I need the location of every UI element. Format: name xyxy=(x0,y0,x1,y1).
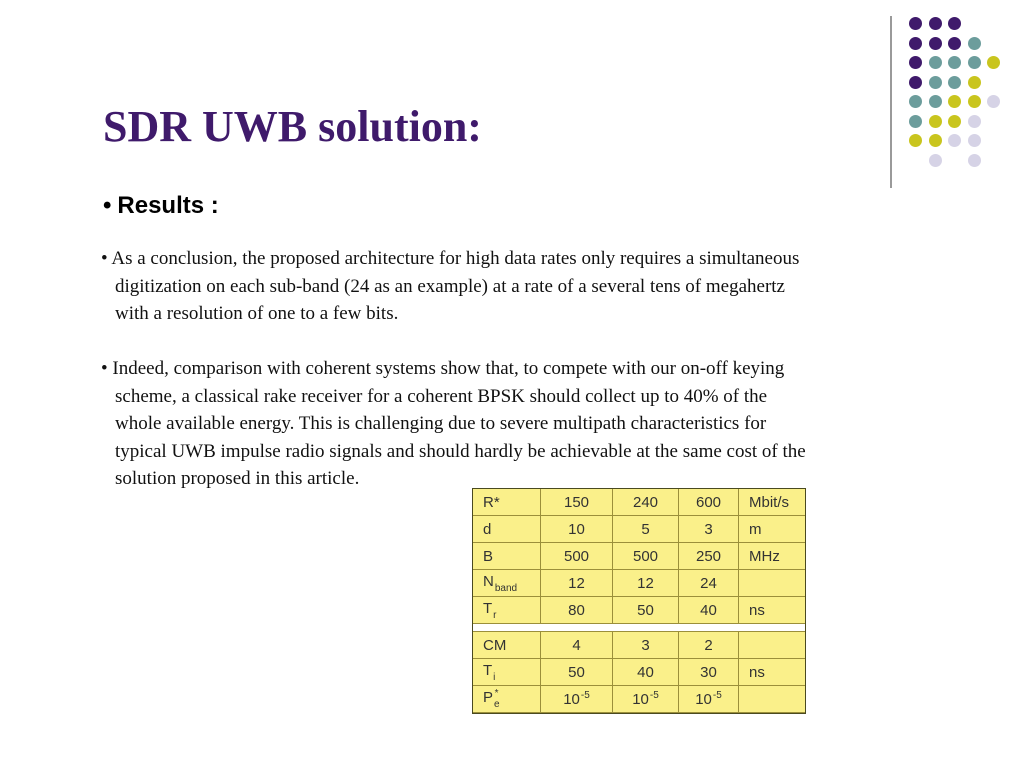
param-label-subscript: band xyxy=(494,582,518,594)
decorative-dot xyxy=(909,115,922,128)
value: 500 xyxy=(563,547,590,565)
decorative-dot xyxy=(909,76,922,89)
decorative-dot xyxy=(968,115,981,128)
decorative-dot xyxy=(929,95,942,108)
unit: ns xyxy=(749,601,765,619)
value: 50 xyxy=(637,601,654,619)
decorative-dot xyxy=(929,154,942,167)
decorative-dot xyxy=(968,37,981,50)
divider-line xyxy=(890,16,892,188)
decorative-dot xyxy=(987,95,1000,108)
value-cell xyxy=(613,570,679,597)
unit-cell xyxy=(739,489,805,516)
value-cell xyxy=(613,659,679,686)
param-label-cell xyxy=(473,543,541,570)
value-exponent: -5 xyxy=(649,690,659,701)
value: 4 xyxy=(572,636,581,654)
value-base: 10 xyxy=(695,691,712,708)
decorative-dot xyxy=(909,95,922,108)
unit-cell xyxy=(739,516,805,543)
param-label: CM xyxy=(483,636,507,654)
param-label-cell xyxy=(473,570,541,597)
unit-cell xyxy=(739,632,805,659)
decorative-dot xyxy=(948,56,961,69)
value: 80 xyxy=(568,601,585,619)
table-row xyxy=(473,543,805,570)
value-cell xyxy=(613,686,679,713)
results-heading xyxy=(103,190,219,222)
decorative-dot xyxy=(929,56,942,69)
value-cell xyxy=(541,570,613,597)
table-separator xyxy=(473,624,805,632)
param-label: P xyxy=(483,689,494,706)
paragraph-line: digitization on each sub-band (24 as an example) at a rate of a several tens of megahertz xyxy=(115,275,785,297)
value: 240 xyxy=(632,493,659,511)
param-label: d xyxy=(483,520,492,538)
paragraph-line: whole available energy. This is challenging due to severe multipath characteristics for xyxy=(115,413,767,434)
unit-cell xyxy=(739,659,805,686)
value-cell xyxy=(541,632,613,659)
value-cell xyxy=(541,659,613,686)
value-cell xyxy=(613,489,679,516)
table-row xyxy=(473,489,805,516)
value: 3 xyxy=(641,636,650,654)
paragraph-line: with a resolution of one to a few bits. xyxy=(115,303,399,324)
decorative-dot xyxy=(948,134,961,147)
slide-title: SDR UWB solution: xyxy=(103,102,482,151)
decorative-dot xyxy=(948,115,961,128)
param-label-cell xyxy=(473,659,541,686)
unit-cell xyxy=(739,543,805,570)
value-cell xyxy=(613,543,679,570)
param-label-cell xyxy=(473,516,541,543)
value: 40 xyxy=(637,663,654,681)
paragraph-line: solution proposed in this article. xyxy=(115,468,360,489)
decorative-dot xyxy=(909,134,922,147)
value: 600 xyxy=(695,493,722,511)
param-label-subscript: i xyxy=(493,671,496,683)
decorative-dot xyxy=(968,134,981,147)
param-label-cell xyxy=(473,632,541,659)
value-base: 10 xyxy=(632,691,649,708)
decorative-dot xyxy=(929,115,942,128)
param-label-cell xyxy=(473,597,541,624)
parameter-table xyxy=(472,488,806,714)
value-cell xyxy=(541,516,613,543)
value-cell xyxy=(541,489,613,516)
param-label: T xyxy=(483,661,493,679)
value-cell xyxy=(679,632,739,659)
decorative-dot xyxy=(948,17,961,30)
table-row xyxy=(473,686,805,713)
decorative-dot xyxy=(929,76,942,89)
comparison-paragraph xyxy=(101,355,961,493)
value: 5 xyxy=(641,520,650,538)
decorative-dot xyxy=(948,95,961,108)
value: 150 xyxy=(563,493,590,511)
decorative-dot xyxy=(909,37,922,50)
value: 24 xyxy=(700,574,717,592)
param-label: T xyxy=(483,599,493,617)
value-cell xyxy=(679,659,739,686)
bullet: • xyxy=(101,248,108,269)
unit: m xyxy=(749,520,762,538)
decorative-dot xyxy=(968,56,981,69)
param-label-superscript: * xyxy=(494,688,499,699)
value-cell xyxy=(679,686,739,713)
value-cell xyxy=(679,570,739,597)
value: 500 xyxy=(632,547,659,565)
value-cell xyxy=(679,489,739,516)
paragraph-line: • As a conclusion, the proposed architecture for high data rates only requires a simultaneous xyxy=(101,248,800,269)
table-row xyxy=(473,659,805,686)
decorative-dot xyxy=(987,56,1000,69)
unit: ns xyxy=(749,663,765,681)
paragraph-line: • Indeed, comparison with coherent systems show that, to compete with our on-off keying xyxy=(101,358,785,379)
value: 250 xyxy=(695,547,722,565)
param-label: B xyxy=(483,547,494,565)
param-label-subscript: r xyxy=(493,609,497,621)
decorative-dot xyxy=(968,95,981,108)
decorative-dot xyxy=(948,76,961,89)
value-cell xyxy=(679,543,739,570)
decorative-dot xyxy=(968,76,981,89)
separator-cell xyxy=(473,624,805,632)
unit-cell xyxy=(739,597,805,624)
value-cell xyxy=(541,686,613,713)
unit-cell xyxy=(739,686,805,713)
decorative-dot xyxy=(929,17,942,30)
value: 30 xyxy=(700,663,717,681)
paragraph-line: scheme, a classical rake receiver for a coherent BPSK should collect up to 40% of the xyxy=(115,385,768,407)
param-label-cell xyxy=(473,489,541,516)
table-row xyxy=(473,597,805,624)
bullet: • xyxy=(103,192,112,219)
value-cell xyxy=(541,597,613,624)
table-row xyxy=(473,570,805,597)
value: 2 xyxy=(704,636,713,654)
value: 12 xyxy=(637,574,654,592)
value-cell xyxy=(541,543,613,570)
unit-cell xyxy=(739,570,805,597)
value-base: 10 xyxy=(563,691,580,708)
decorative-dot xyxy=(929,134,942,147)
decorative-dot xyxy=(948,37,961,50)
value-cell xyxy=(613,632,679,659)
value-cell xyxy=(679,516,739,543)
unit: Mbit/s xyxy=(749,493,790,511)
param-label: R* xyxy=(483,493,500,511)
results-heading-text: Results : xyxy=(117,192,219,219)
value: 40 xyxy=(700,601,717,619)
param-label-subscript: e xyxy=(494,699,500,710)
value: 3 xyxy=(704,520,713,538)
table-row xyxy=(473,632,805,659)
value-cell xyxy=(613,516,679,543)
value-cell xyxy=(679,597,739,624)
table-row xyxy=(473,516,805,543)
value-exponent: -5 xyxy=(712,690,722,701)
decorative-dot xyxy=(968,154,981,167)
bullet: • xyxy=(101,358,108,379)
decorative-dot xyxy=(909,17,922,30)
decorative-dot xyxy=(929,37,942,50)
param-label: N xyxy=(483,572,494,590)
conclusion-paragraph xyxy=(101,245,961,328)
value-exponent: -5 xyxy=(580,690,590,701)
value: 10 xyxy=(568,520,585,538)
paragraph-line: typical UWB impulse radio signals and should hardly be achievable at the same cost of the xyxy=(115,440,806,462)
value: 12 xyxy=(568,574,585,592)
decorative-dot xyxy=(909,56,922,69)
unit: MHz xyxy=(749,547,780,565)
value: 50 xyxy=(568,663,585,681)
param-label-cell xyxy=(473,686,541,713)
value-cell xyxy=(613,597,679,624)
